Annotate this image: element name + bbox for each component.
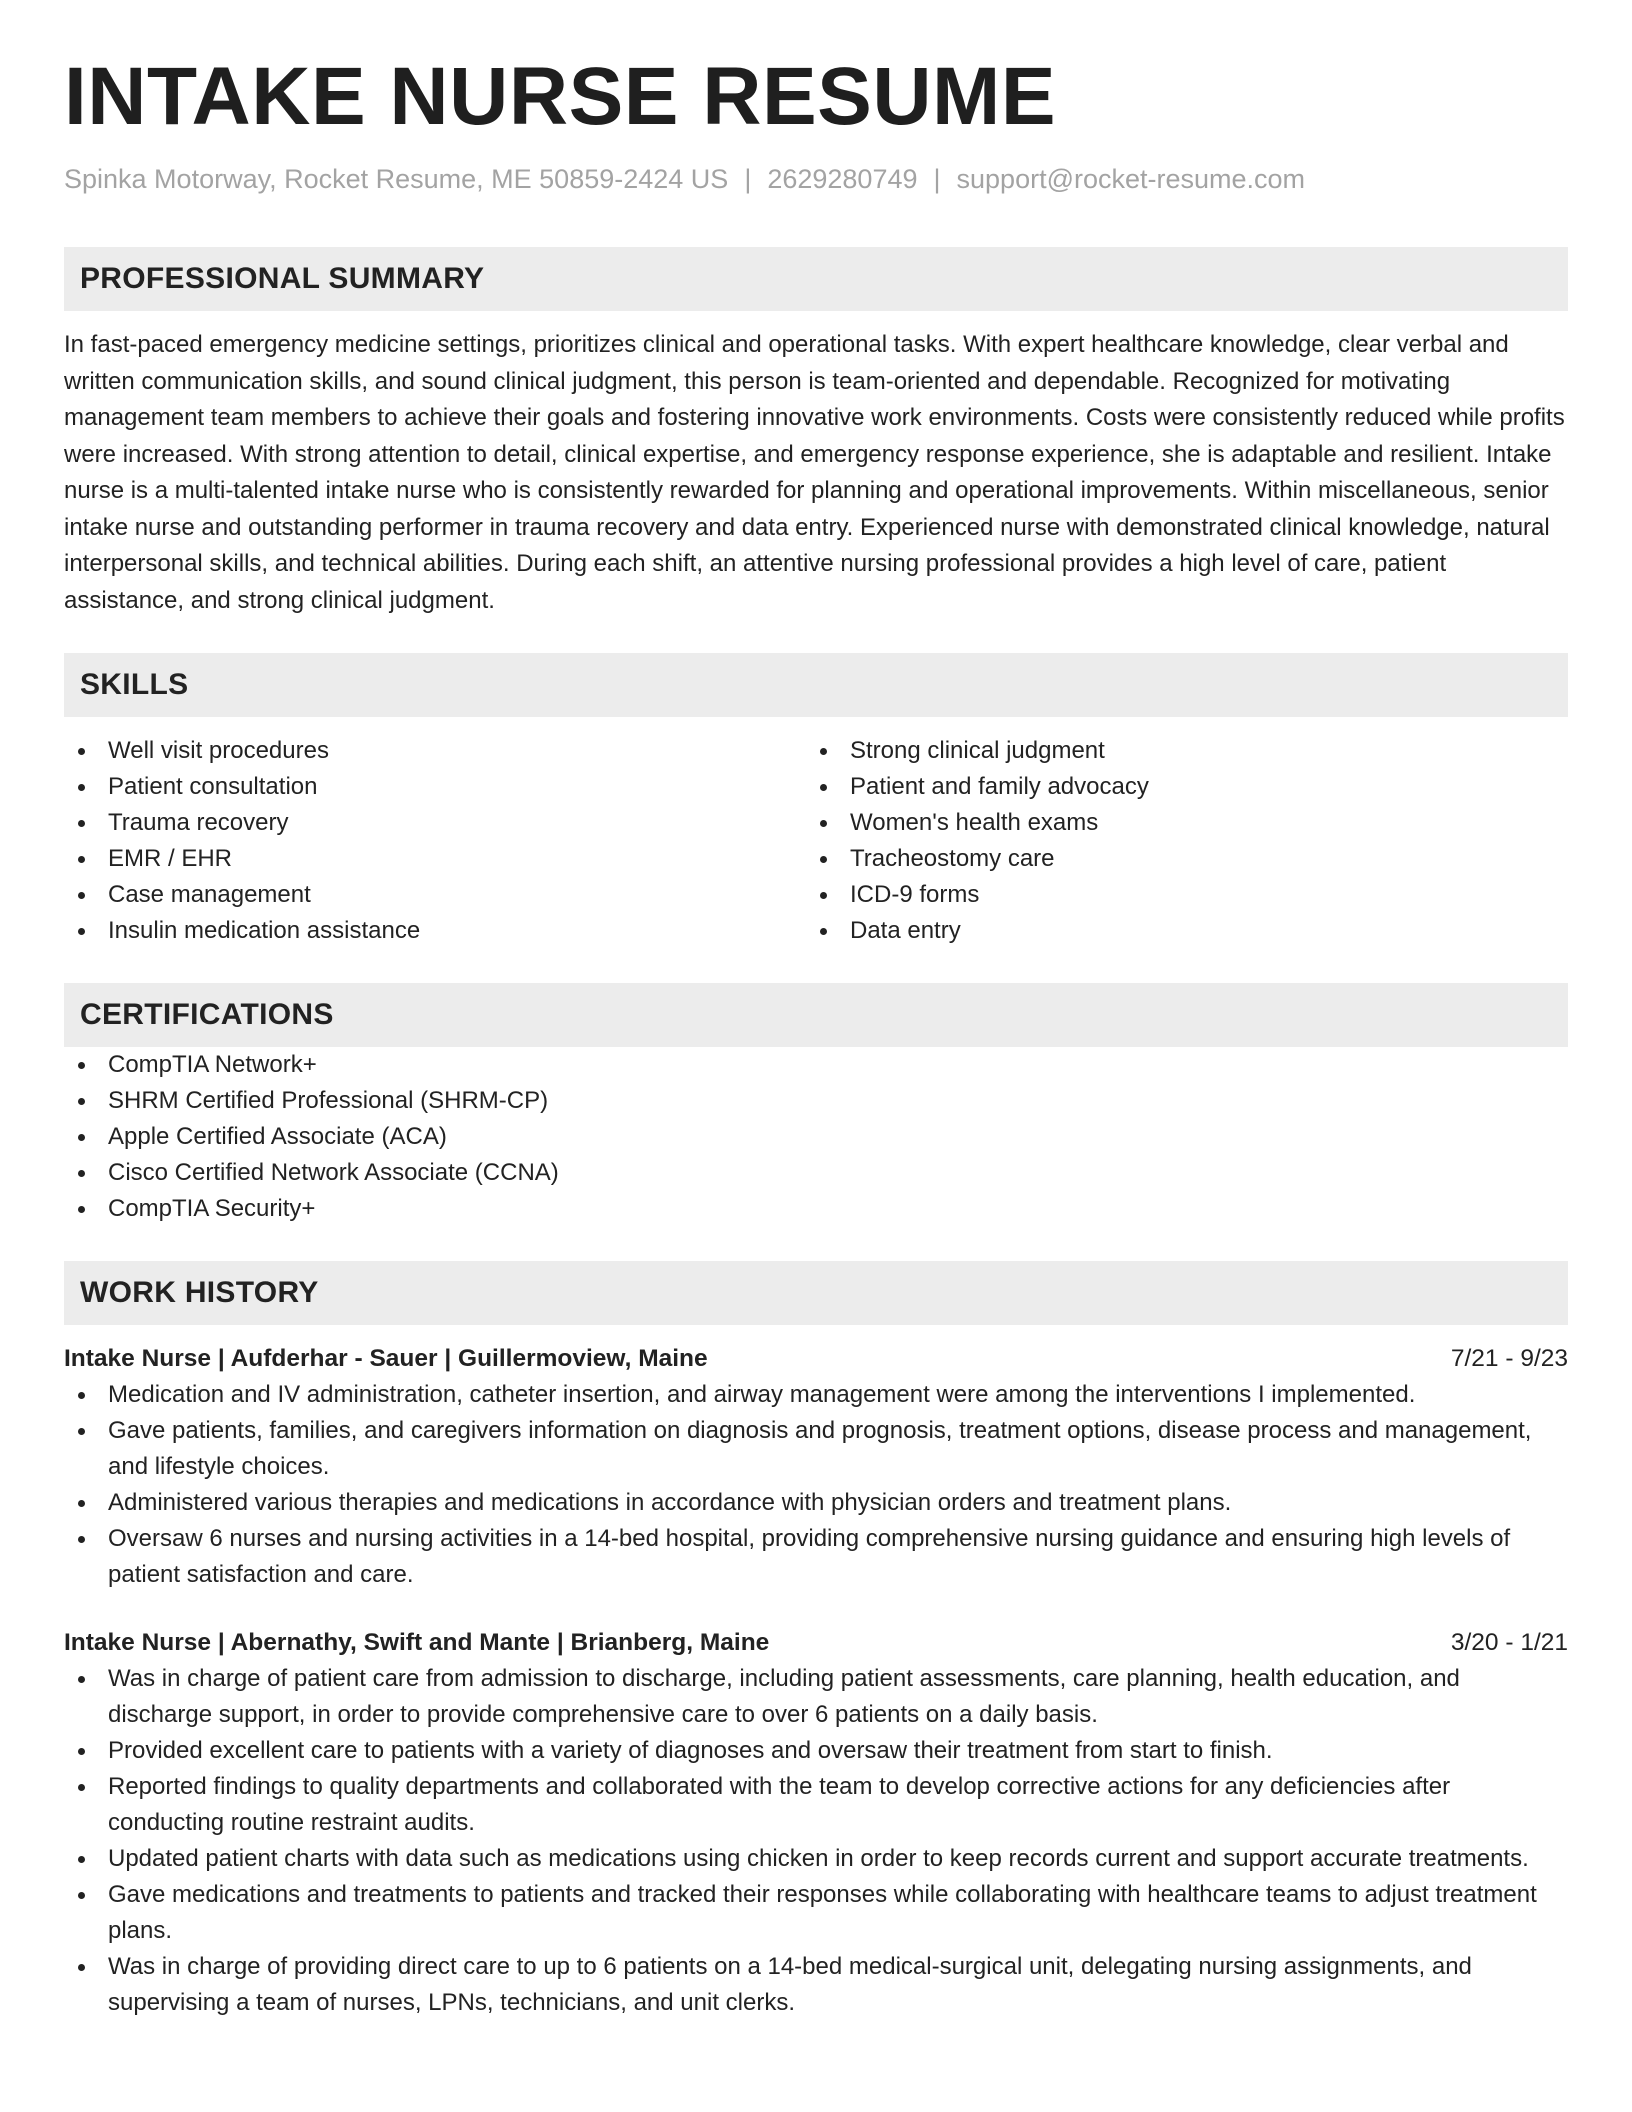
skill-item: Patient consultation [64,769,806,805]
skill-item: Well visit procedures [64,733,806,769]
section-header-summary: PROFESSIONAL SUMMARY [64,247,1568,311]
contact-phone: 2629280749 [767,164,918,195]
contact-email: support@rocket-resume.com [956,164,1306,195]
section-header-certifications: CERTIFICATIONS [64,983,1568,1047]
job-dates: 3/20 - 1/21 [1450,1629,1568,1657]
summary-text: In fast-paced emergency medicine settings, prioritizes clinical and operational tasks. With expert healthcare knowledge, clear verbal and written communication skills, and sound clinical judgment, this person is team-oriented and dependable. Recognized for motivating management team members to achieve their goals and fostering innovative work environments. Costs were consistently reduced while profits were increased. With strong attention to detail, clinical expertise, and emergency response experience, she is adaptable and resilient. Intake nurse is a multi-talented intake nurse who is consistently rewarded for planning and operational improvements. Within miscellaneous, senior intake nurse and outstanding performer in trauma recovery and data entry. Experienced nurse with demonstrated clinical knowledge, natural interpersonal skills, and technical abilities. During each shift, an attentive nursing professional provides a high level of care, patient assistance, and strong clinical judgment. [64,331,1565,614]
contact-address: Spinka Motorway, Rocket Resume, ME 50859-2424 US [64,164,729,195]
job-bullet: Gave medications and treatments to patients and tracked their responses while collaborating with healthcare teams to adjust treatment plans. [64,1877,1568,1949]
section-header-work-history: WORK HISTORY [64,1261,1568,1325]
skill-item: Case management [64,877,806,913]
job-bullet: Oversaw 6 nurses and nursing activities in a 14-bed hospital, providing comprehensive nursing guidance and ensuring high levels of patient satisfaction and care. [64,1521,1568,1593]
skill-item: Patient and family advocacy [806,769,1548,805]
job-bullet: Updated patient charts with data such as medications using chicken in order to keep records current and support accurate treatments. [64,1841,1568,1877]
section-header-skills: SKILLS [64,653,1568,717]
certifications-section [64,983,1568,1227]
job-bullet: Gave patients, families, and caregivers information on diagnosis and prognosis, treatment options, disease process and management, and lifestyle choices. [64,1413,1568,1485]
skill-item: Tracheostomy care [806,841,1548,877]
job-dates: 7/21 - 9/23 [1450,1345,1568,1373]
skills-grid [64,733,1568,949]
certification-item: Apple Certified Associate (ACA) [64,1119,1568,1155]
job-title: Intake Nurse | Aufderhar - Sauer | Guillermoview, Maine [64,1345,708,1373]
certification-item: SHRM Certified Professional (SHRM-CP) [64,1083,1568,1119]
skill-item: Data entry [806,913,1548,949]
certification-item: Cisco Certified Network Associate (CCNA) [64,1155,1568,1191]
certification-item: CompTIA Security+ [64,1191,1568,1227]
skill-item: EMR / EHR [64,841,806,877]
contact-separator: | [744,164,752,195]
skill-item: Strong clinical judgment [806,733,1548,769]
job-title: Intake Nurse | Abernathy, Swift and Mante | Brianberg, Maine [64,1629,770,1657]
certifications-list [64,1047,1568,1227]
contact-line [64,162,1568,197]
job-entry [64,1625,1568,2021]
certification-item: CompTIA Network+ [64,1047,1568,1083]
job-bullet-list [64,1661,1568,2021]
skills-column-left [64,733,806,949]
skill-item: Women's health exams [806,805,1548,841]
job-bullet: Was in charge of patient care from admission to discharge, including patient assessments, care planning, health education, and discharge support, in order to provide comprehensive care to over 6 patients on a daily basis. [64,1661,1568,1733]
skill-item: Insulin medication assistance [64,913,806,949]
job-bullet-list [64,1377,1568,1593]
job-bullet: Administered various therapies and medications in accordance with physician orders and treatment plans. [64,1485,1568,1521]
skills-column-right [806,733,1548,949]
work-history-section [64,1261,1568,2021]
job-header [64,1625,1568,1661]
job-header [64,1341,1568,1377]
job-bullet: Was in charge of providing direct care to up to 6 patients on a 14-bed medical-surgical unit, delegating nursing assignments, and supervising a team of nurses, LPNs, technicians, and unit clerks. [64,1949,1568,2021]
job-bullet: Medication and IV administration, catheter insertion, and airway management were among the interventions I implemented. [64,1377,1568,1413]
job-entry [64,1341,1568,1593]
job-bullet: Reported findings to quality departments and collaborated with the team to develop corrective actions for any deficiencies after conducting routine restraint audits. [64,1769,1568,1841]
skills-section [64,653,1568,949]
job-bullet: Provided excellent care to patients with a variety of diagnoses and oversaw their treatment from start to finish. [64,1733,1568,1769]
skill-item: Trauma recovery [64,805,806,841]
resume-title: INTAKE NURSE RESUME [64,51,1057,142]
skill-item: ICD-9 forms [806,877,1548,913]
contact-separator: | [933,164,941,195]
